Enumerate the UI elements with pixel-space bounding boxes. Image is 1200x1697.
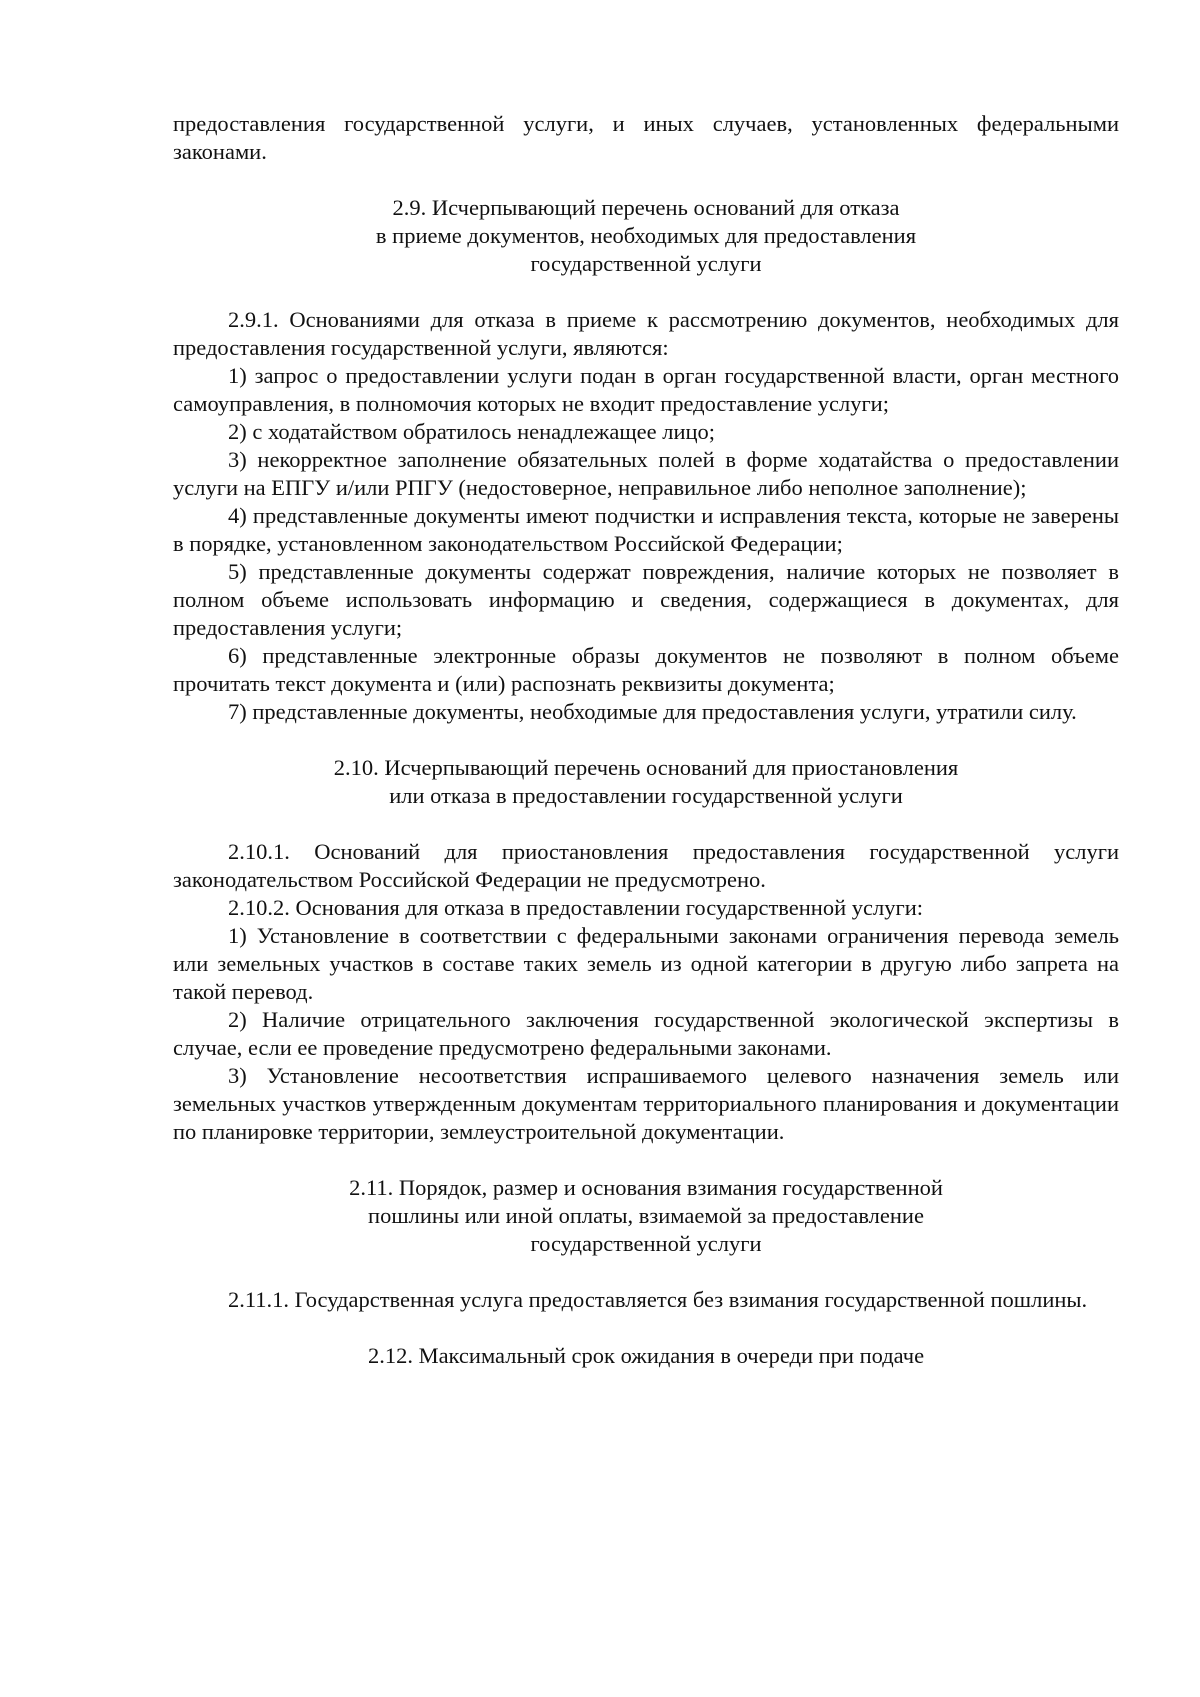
- list-item: 3) Установление несоответствия испрашиваемого целевого назначения земель или земельных участков утвержденным документам территориального планирования и документации по планировке территории, землеустроительной документации.: [173, 1063, 1119, 1144]
- continuation-paragraph: предоставления государственной услуги, и иных случаев, установленных федеральными законами.: [173, 111, 1119, 164]
- heading-line: 2.10. Исчерпывающий перечень оснований для приостановления: [333, 755, 959, 780]
- list-item: 6) представленные электронные образы документов не позволяют в полном объеме прочитать текст документа и (или) распознать реквизиты документа;: [173, 643, 1119, 696]
- section-2-12-heading: [173, 1342, 1119, 1370]
- heading-line: государственной услуги: [530, 1231, 762, 1256]
- heading-line: государственной услуги: [530, 251, 762, 276]
- list-item: 3) некорректное заполнение обязательных полей в форме ходатайства о предоставлении услуги на ЕПГУ и/или РПГУ (недостоверное, неправильное либо неполное заполнение);: [173, 447, 1119, 500]
- heading-line: пошлины или иной оплаты, взимаемой за предоставление: [368, 1203, 924, 1228]
- list-item: 2) с ходатайством обратилось ненадлежащее лицо;: [228, 419, 716, 444]
- paragraph-2-9-1: 2.9.1. Основаниями для отказа в приеме к рассмотрению документов, необходимых для предоставления государственной услуги, являются:: [173, 307, 1119, 360]
- heading-line: или отказа в предоставлении государственной услуги: [389, 783, 903, 808]
- paragraph-2-10-1: 2.10.1. Оснований для приостановления предоставления государственной услуги законодательством Российской Федерации не предусмотрено.: [173, 839, 1119, 892]
- list-item: 4) представленные документы имеют подчистки и исправления текста, которые не заверены в порядке, установленном законодательством Российской Федерации;: [173, 503, 1119, 556]
- document-page: [173, 110, 1119, 1370]
- paragraph-2-10-2: 2.10.2. Основания для отказа в предоставлении государственной услуги:: [228, 895, 923, 920]
- section-2-9-heading: [173, 194, 1119, 278]
- list-item: 1) запрос о предоставлении услуги подан в орган государственной власти, орган местного самоуправления, в полномочия которых не входит предоставление услуги;: [173, 363, 1119, 416]
- heading-line: 2.12. Максимальный срок ожидания в очереди при подаче: [367, 1343, 925, 1368]
- heading-line: 2.11. Порядок, размер и основания взимания государственной: [349, 1175, 943, 1200]
- heading-line: 2.9. Исчерпывающий перечень оснований для отказа: [392, 195, 900, 220]
- list-item: 7) представленные документы, необходимые для предоставления услуги, утратили силу.: [228, 699, 1077, 724]
- section-2-11-heading: [173, 1174, 1119, 1258]
- paragraph-2-11-1: 2.11.1. Государственная услуга предоставляется без взимания государственной пошлины.: [228, 1287, 1088, 1312]
- heading-line: в приеме документов, необходимых для предоставления: [375, 223, 917, 248]
- section-2-10-heading: [173, 754, 1119, 810]
- list-item: 2) Наличие отрицательного заключения государственной экологической экспертизы в случае, если ее проведение предусмотрено федеральными законами.: [173, 1007, 1119, 1060]
- list-item: 1) Установление в соответствии с федеральными законами ограничения перевода земель или земельных участков в составе таких земель из одной категории в другую либо запрета на такой перевод.: [173, 923, 1119, 1004]
- list-item: 5) представленные документы содержат повреждения, наличие которых не позволяет в полном объеме использовать информацию и сведения, содержащиеся в документах, для предоставления услуги;: [173, 559, 1119, 640]
